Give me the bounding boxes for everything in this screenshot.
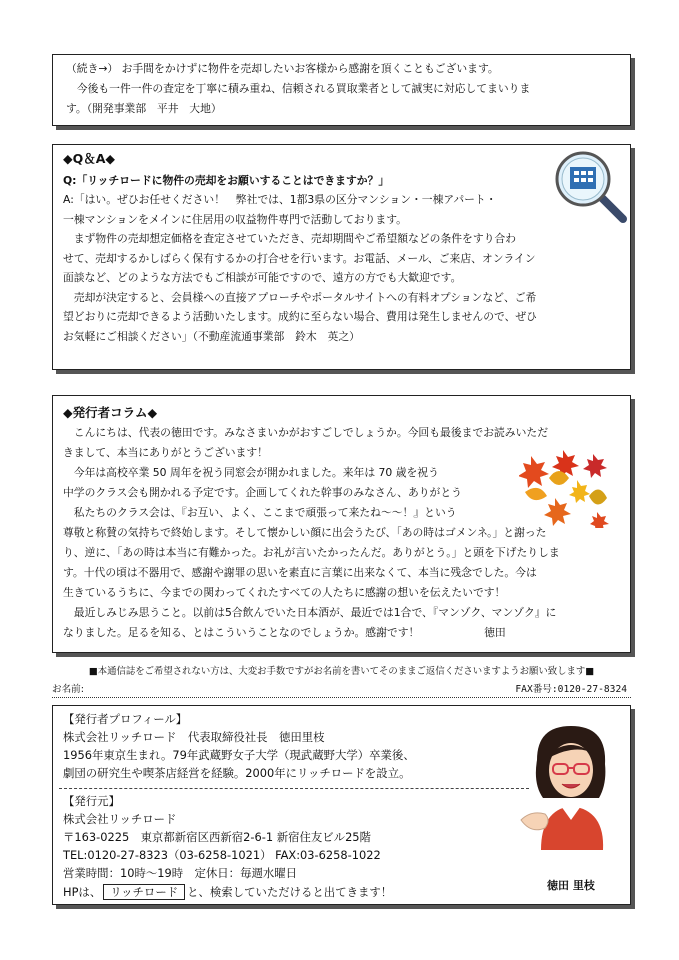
hp-prefix: HPは、 bbox=[63, 885, 102, 899]
publisher-line-4: 営業時間：10時～19時 定休日：毎週水曜日 bbox=[63, 866, 298, 880]
profile-box bbox=[52, 705, 631, 905]
continued-box bbox=[52, 54, 631, 126]
autumn-leaves-icon bbox=[519, 446, 615, 528]
publisher-line-1: 株式会社リッチロード bbox=[63, 812, 177, 826]
column-line-10: 最近しみじみ思うこと。以前は5合飲んでいた日本酒が、最近では1合で、『マンゾク、マンゾク』に bbox=[63, 606, 557, 619]
column-line-1: こんにちは、代表の徳田です。みなさまいかがおすごしでしょうか。今回も最後までお読みいただ bbox=[63, 426, 548, 439]
publisher-heading: 【発行元】 bbox=[63, 794, 120, 808]
magnifier-building-icon bbox=[553, 149, 633, 225]
qa-line-4: せて、売却するかしばらく保有するかの打合せを行います。お電話、メール、ご来店、オンライン bbox=[63, 252, 536, 265]
publisher-line-3: TEL:0120-27-8323（03-6258-1021） FAX:03-6258-1022 bbox=[63, 848, 381, 862]
qa-heading: ◆Q＆A◆ bbox=[63, 151, 116, 166]
name-line bbox=[52, 697, 631, 698]
publisher-line-2: 〒163-0225 東京都新宿区西新宿2-6-1 新宿住友ビル25階 bbox=[63, 830, 371, 844]
profile-heading: 【発行者プロフィール】 bbox=[63, 712, 188, 726]
column-heading: ◆発行者コラム◆ bbox=[63, 405, 158, 420]
hp-suffix: と、検索していただけると出てきます！ bbox=[187, 885, 393, 899]
hp-line bbox=[63, 884, 392, 900]
qa-line-8: お気軽にご相談ください」（不動産流通事業部 鈴木 英之） bbox=[63, 330, 360, 343]
qa-box bbox=[52, 144, 631, 370]
qa-question: Q:「リッチロードに物件の売却をお願いすることはできますか？」 bbox=[63, 174, 390, 187]
hp-search-box[interactable]: リッチロード bbox=[103, 884, 185, 900]
portrait-caption: 徳田 里枝 bbox=[547, 879, 595, 892]
name-label: お名前: bbox=[52, 684, 85, 695]
column-line-7: り、逆に、「あの時は本当に有難かった。お礼が言いたかったんだ。ありがとう。」と頭を下げたりしま bbox=[63, 546, 560, 559]
continued-line-3: す。（開発事業部 平井 大地） bbox=[66, 102, 222, 115]
qa-line-6: 売却が決定すると、会員様への直接アプローチやポータルサイトへの有料オプションなど、ご希 bbox=[63, 291, 537, 304]
qa-line-5: 面談など、どのような方法でもご相談が可能ですので、遠方の方でも大歓迎です。 bbox=[63, 271, 462, 284]
column-line-9: 生きているうちに、今までの関わってくれたすべての人たちに感謝の想いを伝えたいです！ bbox=[63, 586, 506, 599]
qa-line-7: 望どおりに売却できるよう活動いたします。成約に至らない場合、費用は発生しませんので、ぜひ bbox=[63, 310, 537, 323]
unsubscribe-notice: ■本通信誌をご希望されない方は、大変お手数ですがお名前を書いてそのままご返信くださいますようお願い致します■ bbox=[88, 666, 595, 677]
profile-divider bbox=[59, 788, 529, 789]
portrait-woman-icon bbox=[519, 720, 619, 850]
qa-line-3: まず物件の売却想定価格を査定させていただき、売却期間やご希望額などの条件をすり合わ bbox=[63, 232, 517, 245]
fax-number: FAX番号:0120-27-8324 bbox=[515, 684, 627, 695]
qa-line-2: 一棟マンションをメインに住居用の収益物件専門で活動しております。 bbox=[63, 213, 407, 226]
column-line-5: 私たちのクラス会は、『お互い、よく、ここまで頑張って来たね～～！』という bbox=[63, 506, 457, 519]
qa-line-1: A:「はい。ぜひお任せください！ 弊社では、1都3県の区分マンション・一棟アパート・ bbox=[63, 193, 497, 206]
continued-line-2: 今後も一件一件の査定を丁寧に積み重ね、信頼される買取業者として誠実に対応してまいりま bbox=[66, 82, 531, 95]
column-line-4: 中学のクラス会も開かれる予定です。企画してくれた幹事のみなさん、ありがとう bbox=[63, 486, 462, 499]
column-line-3: 今年は高校卒業 50 周年を祝う同窓会が開かれました。来年は 70 歳を祝う bbox=[63, 466, 439, 479]
continued-line-1: （続き→） お手間をかけずに物件を売却したいお客様から感謝を頂くこともございます。 bbox=[66, 62, 499, 75]
column-line-2: きまして、本当にありがとうございます！ bbox=[63, 446, 268, 459]
column-line-11: なりました。足るを知る、とはこういうことなのでしょうか。感謝です！ 徳田 bbox=[63, 626, 506, 639]
profile-line-3: 劇団の研究生や喫茶店経営を経験。2000年にリッチロードを設立。 bbox=[63, 766, 411, 780]
profile-line-1: 株式会社リッチロード 代表取締役社長 徳田里枝 bbox=[63, 730, 325, 744]
column-line-8: す。十代の頃は不器用で、感謝や謝罪の思いを素直に言葉に出来なくて、本当に残念でした。今は bbox=[63, 566, 537, 579]
column-box bbox=[52, 395, 631, 653]
profile-line-2: 1956年東京生まれ。79年武蔵野女子大学（現武蔵野大学）卒業後、 bbox=[63, 748, 415, 762]
column-line-6: 尊敬と称賛の気持ちで終始します。そして懐かしい顔に出会うたび、「あの時はゴメンネ。」と謝った bbox=[63, 526, 547, 539]
